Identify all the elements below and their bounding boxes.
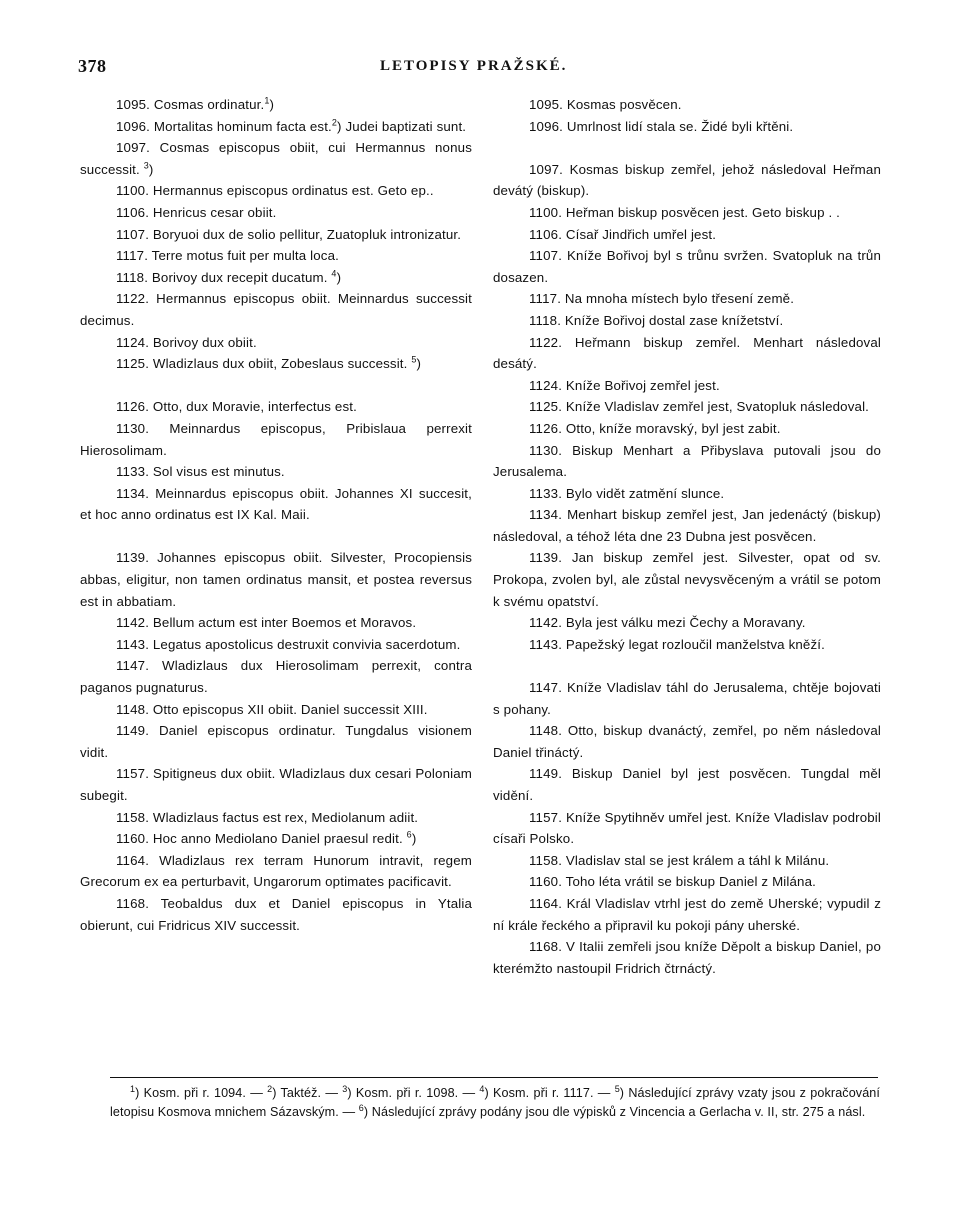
footnote-ref: 1 [264,95,270,106]
footnote-text: Kosm. při r. 1094. — [139,1086,268,1100]
latin-entry-1117: 1117. Terre motus fuit per multa loca. [116,248,339,264]
czech-entry-1168: 1168. V Italii zemřeli jsou kníže Děpolt a biskup Daniel, po kterémžto nastoupil Fridrich čtrnáctý. [493,939,881,976]
latin-entry-1134: 1134. Meinnardus episcopus obiit. Johannes XI succesit, et hoc anno ordinatus est IX Kal. Maii. [80,485,472,523]
czech-entry-1106: 1106. Císař Jindřich umřel jest. [529,226,717,242]
latin-entry-1133: 1133. Sol visus est minutus. [116,464,285,480]
czech-entry-1118: 1118. Kníže Bořivoj dostal zase knížetství. [529,312,784,328]
czech-entry-1160: 1160. Toho léta vrátil se biskup Daniel z Milána. [529,874,816,890]
page-number: 378 [78,56,107,76]
latin-entry-1095: 1095. Cosmas ordinatur.$^1$) [116,95,275,112]
czech-entry-1124: 1124. Kníže Bořivoj zemřel jest. [529,377,720,393]
czech-entry-1100: 1100. Heřman biskup posvěcen jest. Geto biskup . . [529,204,841,220]
latin-entry-1160: 1160. Hoc anno Mediolano Daniel praesul redit. $^6$) [116,829,417,847]
latin-entry-1148: 1148. Otto episcopus XII obiit. Daniel successit XIII. [116,701,428,717]
latin-entry-1126: 1126. Otto, dux Moravie, interfectus est. [116,399,357,415]
latin-entry-1157: 1157. Spitigneus dux obiit. Wladizlaus dux cesari Poloniam subegit. [80,766,472,803]
latin-entry-1164: 1164. Wladizlaus rex terram Hunorum intravit, regem Grecorum ex ea perturbavit, Ungarorum optimates pacificavit. [80,852,472,890]
czech-entry-1107: 1107. Kníže Bořivoj byl s trůnu svržen. Svatopluk na trůn dosazen. [493,248,881,285]
czech-entry-1130: 1130. Biskup Menhart a Přibyslava putovali jsou do Jerusalema. [493,442,881,480]
latin-entry-1147: 1147. Wladizlaus dux Hierosolimam perrexit, contra paganos pugnaturus. [80,658,472,696]
footnote-marker: 2 [267,1083,273,1094]
latin-entry-1158: 1158. Wladizlaus factus est rex, Mediolanum adiit. [116,809,419,825]
czech-entry-1164: 1164. Král Vladislav vtrhl jest do země Uherské; vypudil z ní krále řeckého a připravil ku pokoji pány uherské. [493,895,881,933]
czech-entry-1117: 1117. Na mnoha místech bylo třesení země. [529,291,795,307]
footnote-text: Kosm. při r. 1098. — [351,1086,480,1100]
czech-entry-1096: 1096. Umrlnost lidí stala se. Židé byli křtěni. [529,118,794,134]
footnote-ref: 3 [143,160,149,171]
czech-entry-1143: 1143. Papežský legat rozloučil manželstva kněží. [529,636,825,652]
czech-entry-1133: 1133. Bylo vidět zatmění slunce. [529,485,725,501]
czech-entry-1139: 1139. Jan biskup zemřel jest. Silvester, opat od sv. Prokopa, zvolen byl, ale zůstal nevysvěceným a vrátil se potom k svému opatství. [493,550,881,609]
czech-entry-1147: 1147. Kníže Vladislav táhl do Jerusalema, chtěje bojovati s pohany. [493,680,881,717]
latin-entry-1100: 1100. Hermannus episcopus ordinatus est. Geto ep.. [116,183,434,199]
footnote-marker: 5 [614,1083,620,1094]
latin-entry-1124: 1124. Borivoy dux obiit. [116,334,257,350]
latin-entry-1096: 1096. Mortalitas hominum facta est.$^2$) Judei baptizati sunt. [116,117,467,134]
czech-entry-1158: 1158. Vladislav stal se jest králem a táhl k Milánu. [529,852,830,868]
czech-entry-1126: 1126. Otto, kníže moravský, byl jest zabit. [529,420,781,436]
czech-entry-1149: 1149. Biskup Daniel byl jest posvěcen. Tungdal měl vidění. [493,766,881,803]
latin-entry-1168: 1168. Teobaldus dux et Daniel episcopus in Ytalia obierunt, cui Fridricus XIV successit. [80,895,472,933]
czech-entry-1125: 1125. Kníže Vladislav zemřel jest, Svatopluk následoval. [529,399,870,415]
spacer [493,655,881,677]
czech-entry-1148: 1148. Otto, biskup dvanáctý, zemřel, po něm následoval Daniel třináctý. [493,723,881,760]
footnote-text: Následující zprávy podány jsou dle výpisků z Vincencia a Gerlacha v. II, str. 275 a násl. [368,1105,866,1119]
footnote-marker: 3 [342,1083,348,1094]
footnote-ref: 6 [406,829,412,840]
latin-entry-1107: 1107. Boryuoi dux de solio pellitur, Zuatopluk intronizatur. [116,226,462,242]
footnote-ref: 4 [331,268,337,279]
latin-entry-1149: 1149. Daniel episcopus ordinatur. Tungdalus visionem vidit. [80,723,472,760]
running-head: LETOPISY PRAŽSKÉ. [380,58,568,74]
czech-entry-1157: 1157. Kníže Spytihněv umřel jest. Kníže Vladislav podrobil císaři Polsko. [493,809,881,847]
latin-entry-1097: 1097. Cosmas episcopus obiit, cui Hermannus nonus successit. $^3$) [80,140,472,177]
footnote-text: Taktéž. — [276,1086,343,1100]
czech-column [493,94,881,979]
spacer [493,137,881,159]
latin-entry-1142: 1142. Bellum actum est inter Boemos et Moravos. [116,615,417,631]
footnote-marker: 1 [130,1083,136,1094]
latin-entry-1106: 1106. Henricus cesar obiit. [116,204,277,220]
latin-entry-1118: 1118. Borivoy dux recepit ducatum. $^4$) [116,268,342,285]
czech-entry-1122: 1122. Heřmann biskup zemřel. Menhart následoval desátý. [493,334,881,372]
footnote-divider [110,1077,878,1078]
latin-column [80,94,472,936]
spacer [80,526,472,548]
czech-entry-1097: 1097. Kosmas biskup zemřel, jehož následoval Heřman devátý (biskup). [493,161,881,199]
footnotes: $^1$) Kosm. při r. 1094. — $^2$) Taktéž. — $^3$) Kosm. při r. 1098. — $^4$) Kosm. při r. 1117. — $^5$) Následující zprávy vzaty jsou z pokračování letopisu Kosmova mnichem Sázavským. — $^6$) Následující zprávy podány jsou dle výpisků z Vincencia a Gerlacha v. II, str. 275 a násl. [110,1083,881,1119]
czech-entry-1095: 1095. Kosmas posvěcen. [529,97,682,112]
czech-entry-1142: 1142. Byla jest válku mezi Čechy a Moravany. [529,615,806,631]
spacer [80,375,472,397]
latin-entry-1143: 1143. Legatus apostolicus destruxit convivia sacerdotum. [116,636,461,652]
latin-entry-1125: 1125. Wladizlaus dux obiit, Zobeslaus successit. $^5$) [116,354,422,372]
footnote-text: Následující zprávy vzaty jsou z pokračování letopisu Kosmova mnichem Sázavským. — [110,1086,881,1119]
czech-entry-1134: 1134. Menhart biskup zemřel jest, Jan jedenáctý (biskup) následoval, a téhož léta dne 23 Dubna jest posvěcen. [493,507,881,544]
latin-entry-1139: 1139. Johannes episcopus obiit. Silvester, Procopiensis abbas, eligitur, non tamen ordinatus mansit, et postea reversus est in abbatiam. [80,550,472,609]
latin-entry-1130: 1130. Meinnardus episcopus, Pribislaua perrexit Hierosolimam. [80,420,472,458]
footnote-ref: 2 [331,117,338,128]
footnote-ref: 5 [411,354,417,365]
footnote-text: Kosm. při r. 1117. — [488,1086,615,1100]
latin-entry-1122: 1122. Hermannus episcopus obiit. Meinnardus successit decimus. [80,291,472,328]
footnote-marker: 4 [479,1083,485,1094]
footnote-marker: 6 [358,1102,364,1113]
